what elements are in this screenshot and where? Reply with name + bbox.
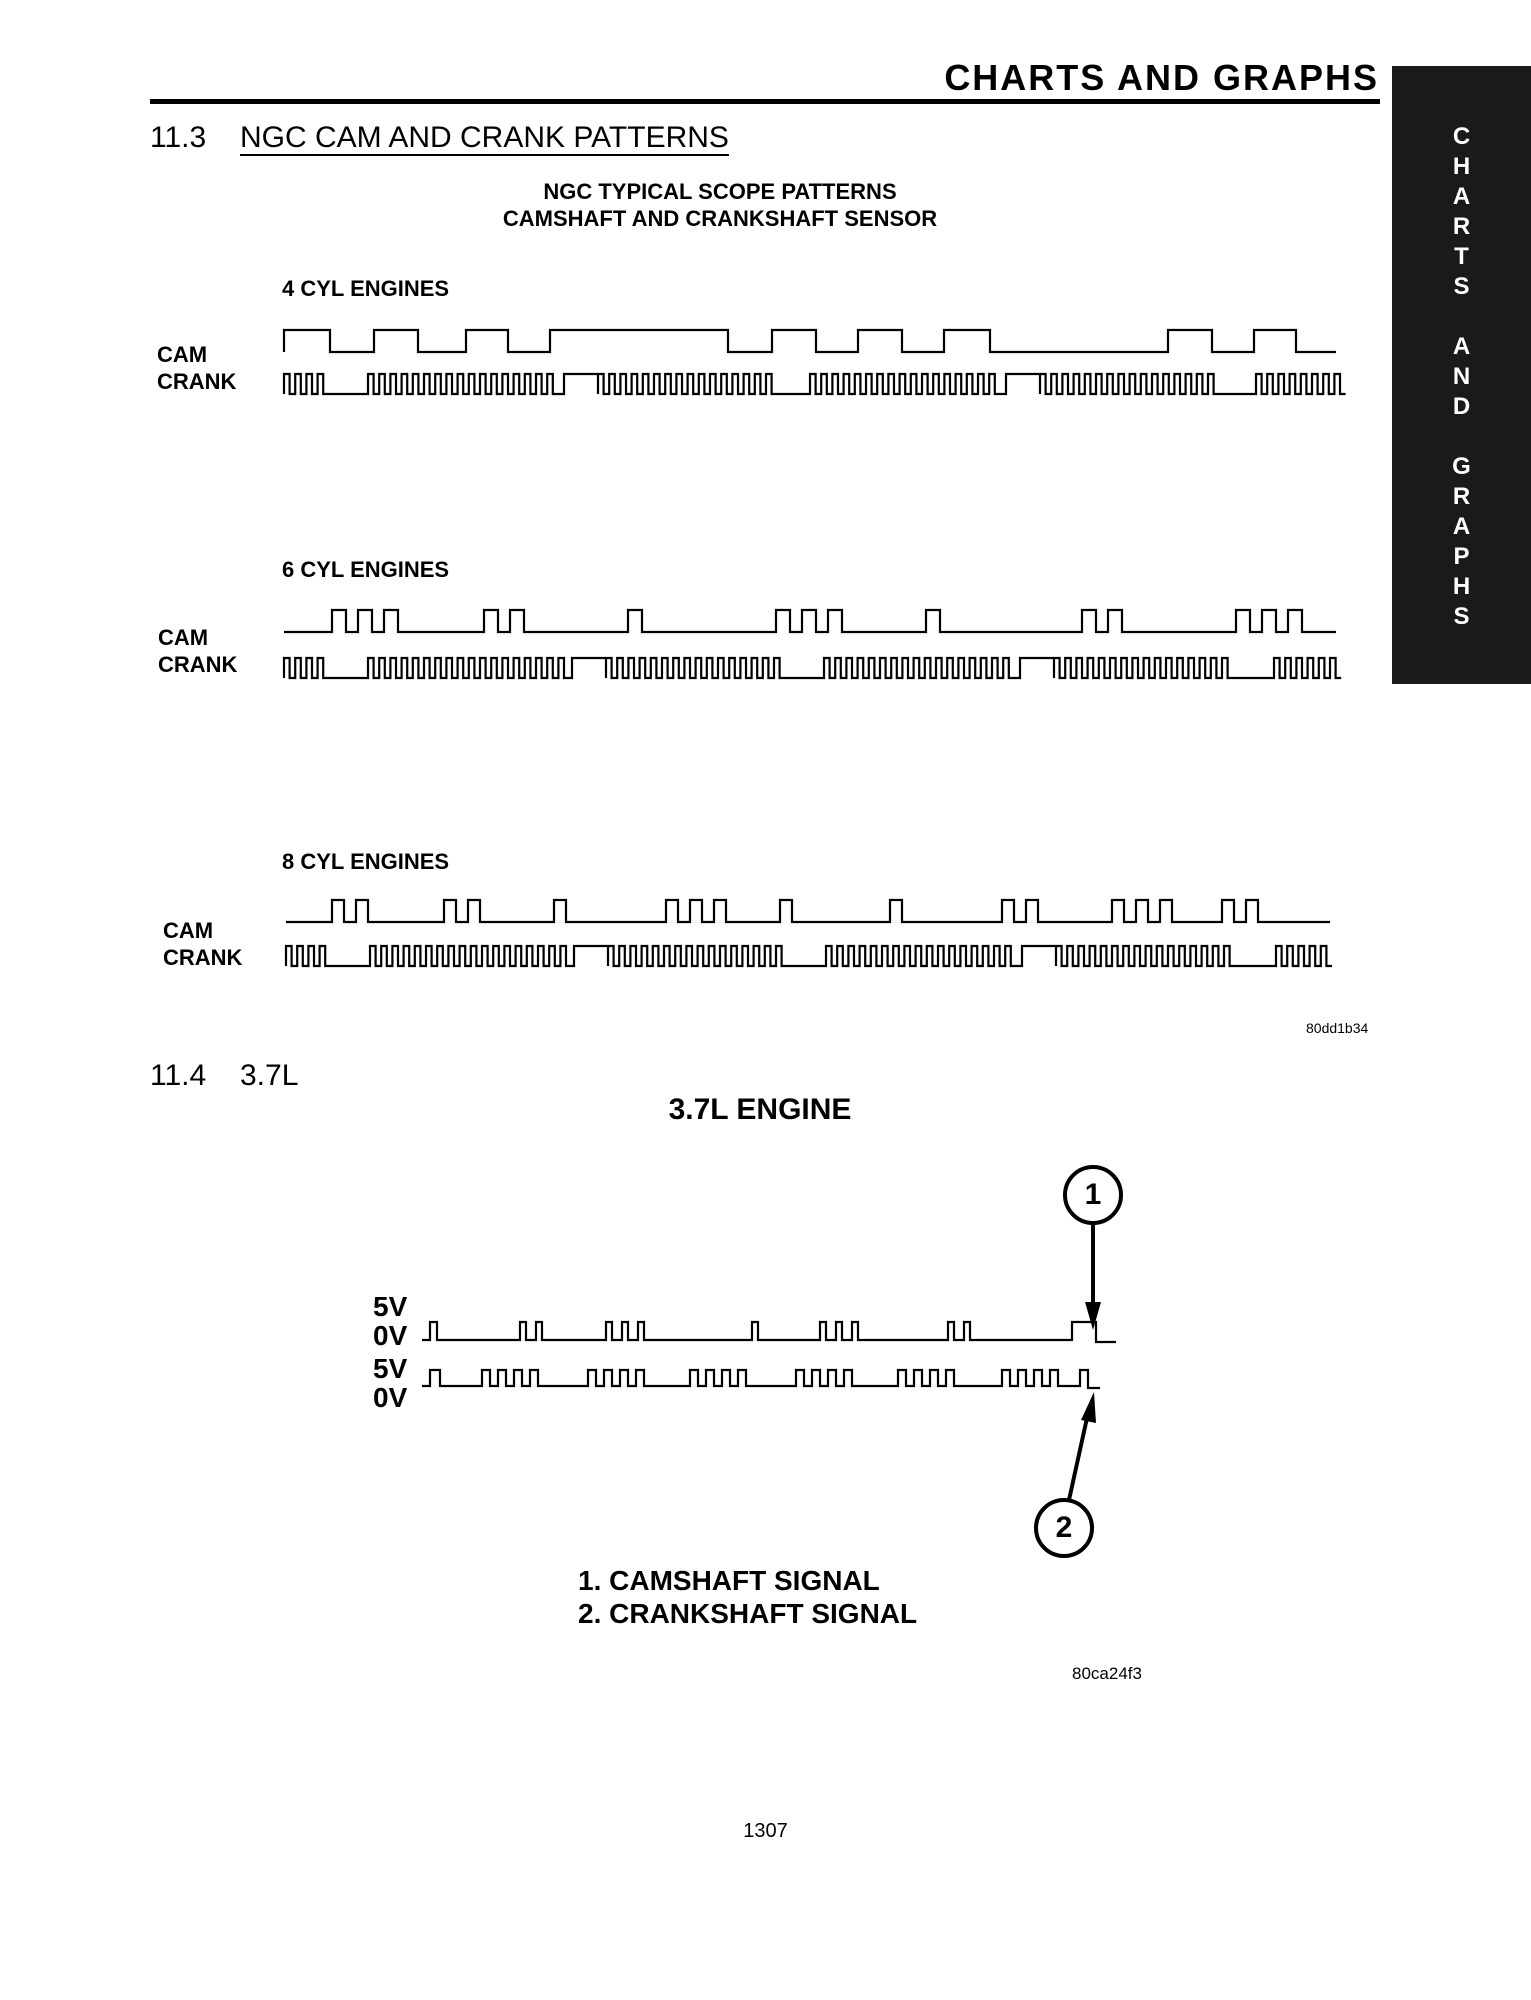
legend-item-2: 2. CRANKSHAFT SIGNAL [578,1598,918,1629]
side-tab-letter: R [1452,483,1471,510]
side-tab-letter: A [1452,513,1471,540]
cam-label-6cyl: CAM [158,625,209,650]
legend-item-1: 1. CAMSHAFT SIGNAL [578,1565,880,1596]
callout-2-arrow-line [1069,1418,1087,1500]
callout-1-label: 1 [1084,1178,1102,1211]
crank-volt-low: 0V [373,1382,408,1413]
crank-label-6cyl: CRANK [158,652,238,677]
section-title: NGC CAM AND CRANK PATTERNS [240,121,729,154]
callout-2-label: 2 [1055,1511,1073,1544]
callout-2-arrowhead [1081,1392,1096,1423]
side-tab-letter: T [1454,243,1469,270]
section-title: 3.7L [240,1059,299,1092]
side-tab-letter: A [1452,183,1471,210]
cam-volt-low: 0V [373,1320,408,1351]
side-tab-letter: P [1453,543,1470,570]
side-tab-letter: H [1452,573,1471,600]
side-tab-letter: N [1452,363,1471,390]
group-heading-4cyl: 4 CYL ENGINES [282,276,450,301]
side-tab-letter: A [1452,333,1471,360]
figure-title-line2: CAMSHAFT AND CRANKSHAFT SENSOR [502,206,938,231]
side-tab-letter: S [1453,273,1470,300]
crank-label-4cyl: CRANK [157,369,237,394]
figure-title-line1: NGC TYPICAL SCOPE PATTERNS [543,179,897,204]
side-tab-letter: G [1452,453,1471,480]
crank-label-8cyl: CRANK [163,945,243,970]
cam-label-4cyl: CAM [157,342,208,367]
group-heading-8cyl: 8 CYL ENGINES [282,849,450,874]
figure2-title: 3.7L ENGINE [668,1093,852,1126]
side-tab-letter: C [1452,123,1471,150]
crank-volt-high: 5V [373,1353,408,1384]
figure-id-2: 80ca24f3 [1072,1664,1142,1683]
callout-1-arrowhead [1085,1302,1101,1330]
side-tab-letter: R [1452,213,1471,240]
page-number: 1307 [743,1820,788,1842]
figure-id-1: 80dd1b34 [1306,1020,1369,1036]
side-tab-letter: H [1452,153,1471,180]
page-header-title: CHARTS AND GRAPHS [944,57,1379,98]
section-number: 11.3 [150,121,207,154]
cam-volt-high: 5V [373,1291,408,1322]
side-tab-letter: D [1452,393,1471,420]
section-number: 11.4 [150,1059,207,1092]
side-tab-letter: S [1453,603,1470,630]
cam-label-8cyl: CAM [163,918,214,943]
group-heading-6cyl: 6 CYL ENGINES [282,557,450,582]
